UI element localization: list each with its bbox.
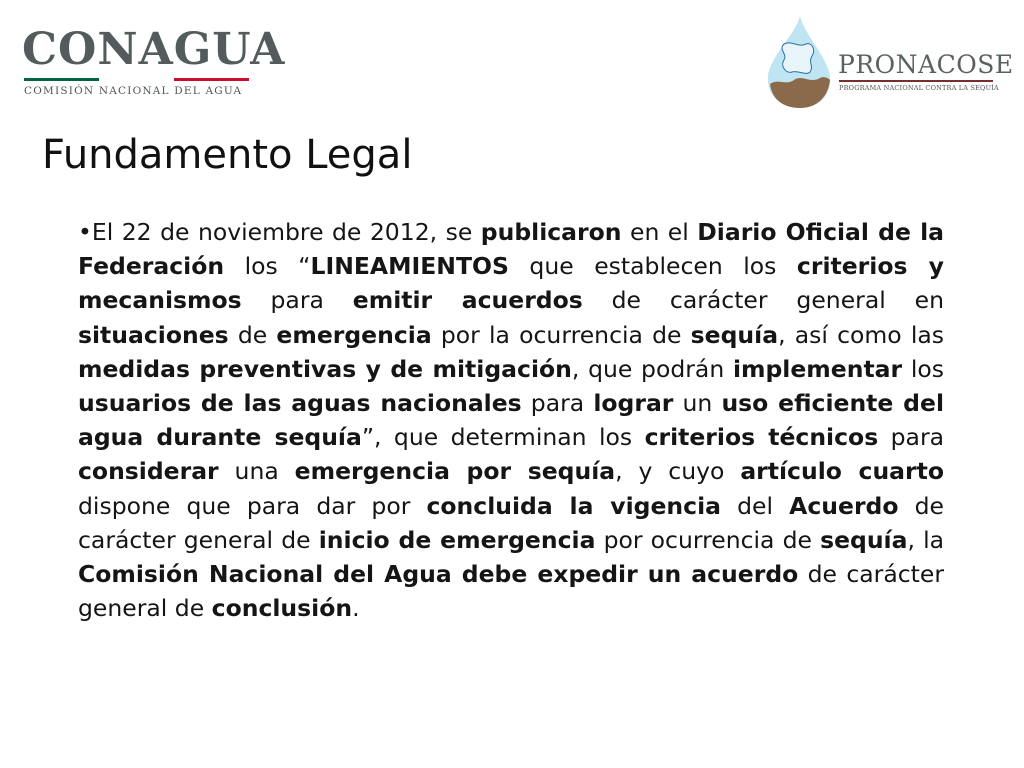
paragraph-text: , y cuyo bbox=[615, 457, 741, 486]
pronacose-divider bbox=[839, 80, 993, 82]
emphasized-text: artículo cuarto bbox=[740, 457, 945, 486]
water-drop-icon bbox=[762, 14, 834, 110]
paragraph-text: de bbox=[228, 320, 277, 349]
emphasized-text: emitir acuerdos bbox=[352, 286, 583, 315]
paragraph-text: El 22 de noviembre de 2012, se bbox=[91, 218, 481, 246]
emphasized-text: emergencia bbox=[276, 320, 432, 349]
paragraph-text: una bbox=[218, 457, 295, 486]
paragraph-text: de carácter general de bbox=[78, 560, 945, 623]
emphasized-text: inicio de emergencia bbox=[318, 525, 596, 554]
emphasized-text: considerar bbox=[78, 457, 219, 486]
emphasized-text: uso eficiente del agua durante sequía bbox=[78, 389, 945, 452]
emphasized-text: sequía bbox=[690, 320, 779, 349]
emphasized-text: usuarios de las aguas nacionales bbox=[78, 389, 522, 418]
paragraph-text: , que podrán bbox=[571, 354, 733, 383]
drop-map-shape bbox=[782, 43, 814, 74]
pronacose-subtitle: PROGRAMA NACIONAL CONTRA LA SEQUÍA bbox=[839, 84, 999, 92]
paragraph-text: para bbox=[241, 286, 353, 315]
paragraph-text: de carácter general en bbox=[582, 286, 944, 315]
paragraph-text: del bbox=[721, 491, 790, 520]
stripe-green bbox=[24, 78, 99, 81]
conagua-wordmark: CONAGUA bbox=[22, 24, 286, 75]
paragraph-text: un bbox=[673, 389, 722, 418]
emphasized-text: Comisión Nacional del Agua debe expedir un acuerdo bbox=[78, 560, 799, 589]
bullet-marker: • bbox=[78, 218, 92, 246]
stripe-red bbox=[174, 78, 249, 81]
emphasized-text: publicaron bbox=[480, 218, 622, 246]
conagua-subtitle: COMISIÓN NACIONAL DEL AGUA bbox=[24, 85, 243, 97]
stripe-white bbox=[99, 78, 174, 81]
emphasized-text: situaciones bbox=[78, 320, 229, 349]
paragraph-text: que establecen los bbox=[508, 252, 797, 281]
drop-land-shape bbox=[770, 77, 830, 108]
paragraph-text: ”, que determinan los bbox=[361, 423, 645, 452]
emphasized-text: criterios y mecanismos bbox=[78, 252, 944, 315]
emphasized-text: implementar bbox=[732, 354, 903, 383]
paragraph-text: dispone que para dar por bbox=[78, 491, 427, 520]
emphasized-text: Diario Oficial de la Federación bbox=[78, 218, 945, 281]
paragraph-text: para bbox=[878, 423, 945, 452]
paragraph-text: los “ bbox=[224, 252, 311, 281]
legal-basis-paragraph bbox=[78, 215, 944, 625]
paragraph-text: por ocurrencia de bbox=[595, 525, 821, 554]
paragraph-text: los bbox=[902, 354, 944, 383]
paragraph-runs bbox=[78, 218, 944, 622]
conagua-tricolor-stripe bbox=[24, 78, 249, 81]
paragraph-text: . bbox=[352, 594, 360, 623]
emphasized-text: concluida la vigencia bbox=[426, 491, 722, 520]
pronacose-wordmark: PRONACOSE bbox=[838, 50, 1014, 79]
emphasized-text: sequía bbox=[820, 525, 908, 554]
paragraph-text: en el bbox=[621, 218, 698, 246]
emphasized-text: conclusión bbox=[211, 594, 353, 623]
pronacose-logo bbox=[762, 14, 1014, 114]
paragraph-text: , así como las bbox=[778, 320, 944, 349]
paragraph-text: de carácter general de bbox=[78, 491, 944, 554]
paragraph-text: para bbox=[521, 389, 594, 418]
emphasized-text: criterios técnicos bbox=[644, 423, 879, 452]
emphasized-text: emergencia por sequía bbox=[294, 457, 616, 486]
slide-title: Fundamento Legal bbox=[42, 131, 413, 178]
conagua-logo bbox=[22, 24, 286, 98]
emphasized-text: lograr bbox=[593, 389, 674, 418]
emphasized-text: Acuerdo bbox=[789, 491, 899, 520]
paragraph-text: , la bbox=[907, 525, 944, 554]
paragraph-text: por la ocurrencia de bbox=[431, 320, 691, 349]
emphasized-text: LINEAMIENTOS bbox=[310, 252, 509, 281]
emphasized-text: medidas preventivas y de mitigación bbox=[78, 354, 572, 383]
